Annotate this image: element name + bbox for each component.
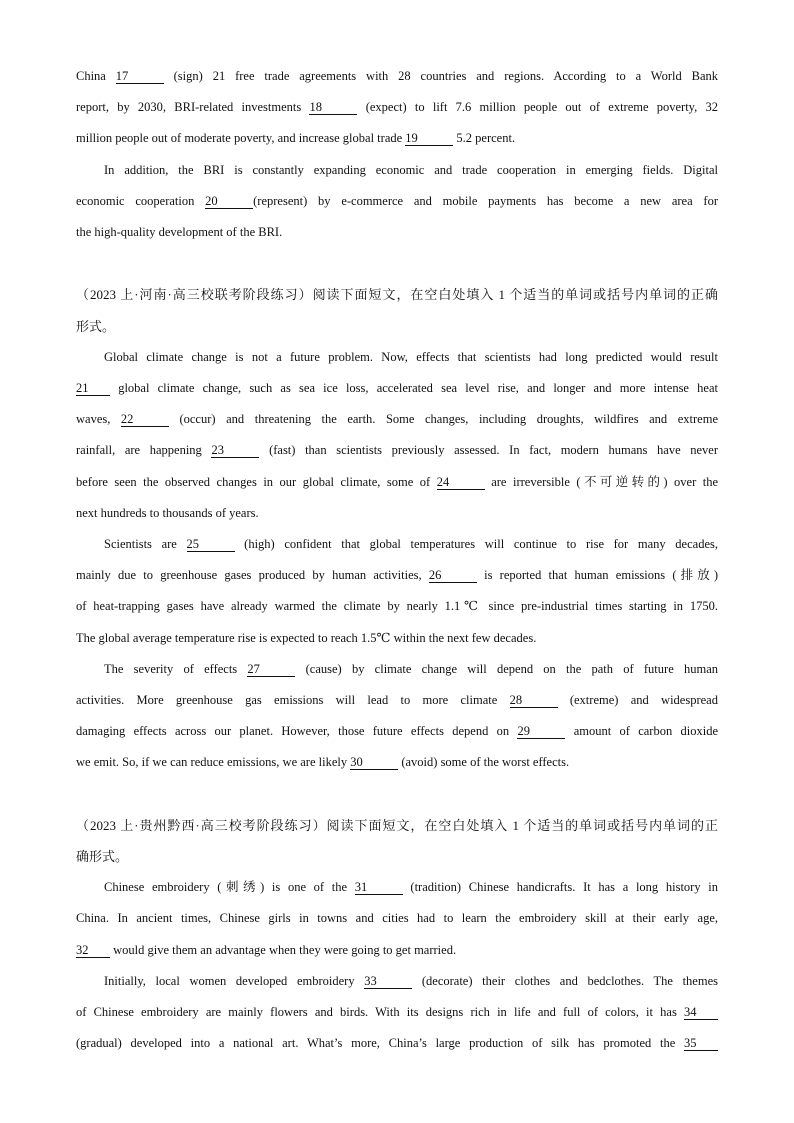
question-section bbox=[76, 61, 718, 248]
header-line: （2023 上·河南·高三校联考阶段练习）阅读下面短文，在空白处填入 1 个适当的单词或括号内单词的正确 bbox=[76, 287, 718, 303]
text-segment: the high-quality development of the BRI. bbox=[76, 225, 283, 240]
text-line bbox=[76, 623, 718, 654]
answer-blank-25: 25 bbox=[187, 538, 235, 552]
text-segment: (expect) to lift 7.6 million people out of extreme poverty, 32 bbox=[357, 100, 718, 115]
section-header bbox=[76, 279, 718, 341]
answer-blank-31: 31 bbox=[355, 881, 403, 895]
answer-blank-20: 20 bbox=[205, 195, 253, 209]
text-line bbox=[76, 217, 718, 248]
text-line bbox=[76, 92, 718, 123]
text-segment: The global average temperature rise is expected to reach 1.5℃ within the next few decades. bbox=[76, 630, 537, 645]
text-line bbox=[76, 435, 718, 466]
text-segment: (high) confident that global temperatures will continue to rise for many decades, bbox=[234, 537, 718, 552]
text-line bbox=[76, 997, 718, 1028]
text-segment: (tradition) Chinese handicrafts. It has a long history in bbox=[402, 880, 718, 895]
text-segment: (avoid) some of the worst effects. bbox=[398, 755, 570, 770]
text-segment: rainfall, are happening bbox=[76, 443, 212, 458]
text-line bbox=[76, 747, 718, 778]
text-line bbox=[76, 966, 718, 997]
answer-blank-33: 33 bbox=[364, 975, 412, 989]
answer-blank-29: 29 bbox=[517, 725, 565, 739]
answer-blank-27: 27 bbox=[247, 663, 295, 677]
header-line: （2023 上·贵州黔西·高三校考阶段练习）阅读下面短文，在空白处填入 1 个适当的单词或括号内单词的正 bbox=[76, 817, 718, 833]
passage-paragraph bbox=[76, 966, 718, 1060]
text-segment: of heat-trapping gases have already warmed the climate by nearly 1.1℃ since pre-industrial times starting in 1750. bbox=[76, 599, 718, 614]
text-segment: mainly due to greenhouse gases produced by human activities, bbox=[76, 568, 429, 583]
question-section bbox=[76, 279, 718, 778]
text-line bbox=[76, 529, 718, 560]
text-line bbox=[76, 123, 718, 154]
text-line bbox=[76, 903, 718, 934]
text-segment: Chinese embroidery (刺绣) is one of the bbox=[104, 880, 355, 895]
answer-blank-24: 24 bbox=[437, 476, 485, 490]
text-segment: (decorate) their clothes and bedclothes. The themes bbox=[412, 973, 718, 988]
text-segment: million people out of moderate poverty, and increase global trade bbox=[76, 131, 406, 146]
text-line bbox=[76, 498, 718, 529]
text-line bbox=[76, 591, 718, 622]
text-segment: (extreme) and widespread bbox=[557, 693, 718, 708]
answer-blank-17: 17 bbox=[116, 70, 164, 84]
text-segment: (fast) than scientists previously assessed. In fact, modern humans have never bbox=[259, 443, 719, 458]
text-line bbox=[76, 373, 718, 404]
text-segment: activities. More greenhouse gas emissions will lead to more climate bbox=[76, 693, 510, 708]
passage-paragraph bbox=[76, 654, 718, 779]
text-segment: global climate change, such as sea ice loss, accelerated sea level rise, and longer and more intense heat bbox=[110, 381, 718, 396]
text-line bbox=[76, 342, 718, 373]
text-segment: China. In ancient times, Chinese girls in towns and cities had to learn the embroidery skill at their early age, bbox=[76, 911, 718, 926]
answer-blank-35: 35 bbox=[684, 1037, 718, 1051]
header-line: 确形式。 bbox=[76, 849, 129, 865]
text-segment: would give them an advantage when they were going to get married. bbox=[110, 942, 457, 957]
text-line bbox=[76, 654, 718, 685]
answer-blank-19: 19 bbox=[405, 132, 453, 146]
text-segment: (represent) by e-commerce and mobile payments has become a new area for bbox=[253, 193, 718, 208]
answer-blank-32: 32 bbox=[76, 944, 110, 958]
answer-blank-28: 28 bbox=[510, 694, 558, 708]
text-segment: Scientists are bbox=[104, 537, 187, 552]
text-segment: we emit. So, if we can reduce emissions, we are likely bbox=[76, 755, 351, 770]
passage-paragraph bbox=[76, 342, 718, 529]
text-line bbox=[76, 404, 718, 435]
text-line bbox=[76, 935, 718, 966]
passage-paragraph bbox=[76, 872, 718, 966]
text-segment: is reported that human emissions (排放) bbox=[476, 568, 718, 583]
text-line bbox=[76, 1028, 718, 1059]
text-segment: The severity of effects bbox=[104, 661, 248, 676]
text-segment: 5.2 percent. bbox=[453, 131, 516, 146]
text-line bbox=[76, 467, 718, 498]
text-segment: (occur) and threatening the earth. Some changes, including droughts, wildfires and extreme bbox=[168, 412, 718, 427]
text-segment: economic cooperation bbox=[76, 193, 206, 208]
text-segment: In addition, the BRI is constantly expanding economic and trade cooperation in emerging fields. Digital bbox=[104, 162, 718, 177]
passage-paragraph bbox=[76, 155, 718, 249]
answer-blank-21: 21 bbox=[76, 382, 110, 396]
text-line bbox=[76, 186, 718, 217]
text-segment: (cause) by climate change will depend on the path of future human bbox=[295, 661, 718, 676]
text-line bbox=[76, 685, 718, 716]
text-segment: before seen the observed changes in our global climate, some of bbox=[76, 474, 437, 489]
answer-blank-26: 26 bbox=[429, 569, 477, 583]
question-section bbox=[76, 810, 718, 1060]
text-segment: Global climate change is not a future problem. Now, effects that scientists had long predicted would result bbox=[104, 349, 718, 364]
header-line: 形式。 bbox=[76, 318, 116, 334]
text-segment: China bbox=[76, 69, 116, 83]
text-line bbox=[76, 872, 718, 903]
section-header bbox=[76, 810, 718, 872]
text-line bbox=[76, 155, 718, 186]
text-line bbox=[76, 716, 718, 747]
text-segment: are irreversible (不可逆转的) over the bbox=[484, 474, 719, 489]
answer-blank-23: 23 bbox=[211, 444, 259, 458]
text-segment: (sign) 21 free trade agreements with 28 countries and regions. According to a World Bank bbox=[163, 69, 718, 83]
text-segment: next hundreds to thousands of years. bbox=[76, 505, 259, 520]
text-segment: damaging effects across our planet. However, those future effects depend on bbox=[76, 724, 518, 739]
text-line bbox=[76, 61, 718, 92]
text-line bbox=[76, 560, 718, 591]
answer-blank-30: 30 bbox=[350, 756, 398, 770]
passage-paragraph bbox=[76, 529, 718, 654]
passage-paragraph bbox=[76, 61, 718, 155]
answer-blank-34: 34 bbox=[684, 1006, 718, 1020]
text-segment: Initially, local women developed embroidery bbox=[104, 973, 365, 988]
text-segment: amount of carbon dioxide bbox=[565, 724, 718, 739]
text-segment: waves, bbox=[76, 412, 121, 427]
text-segment: report, by 2030, BRI-related investments bbox=[76, 100, 310, 115]
answer-blank-18: 18 bbox=[309, 101, 357, 115]
text-segment: of Chinese embroidery are mainly flowers and birds. With its designs rich in life and full of colors, it has bbox=[76, 1005, 684, 1020]
answer-blank-22: 22 bbox=[121, 413, 169, 427]
text-segment: (gradual) developed into a national art. What’s more, China’s large production of silk has promoted the bbox=[76, 1036, 684, 1051]
